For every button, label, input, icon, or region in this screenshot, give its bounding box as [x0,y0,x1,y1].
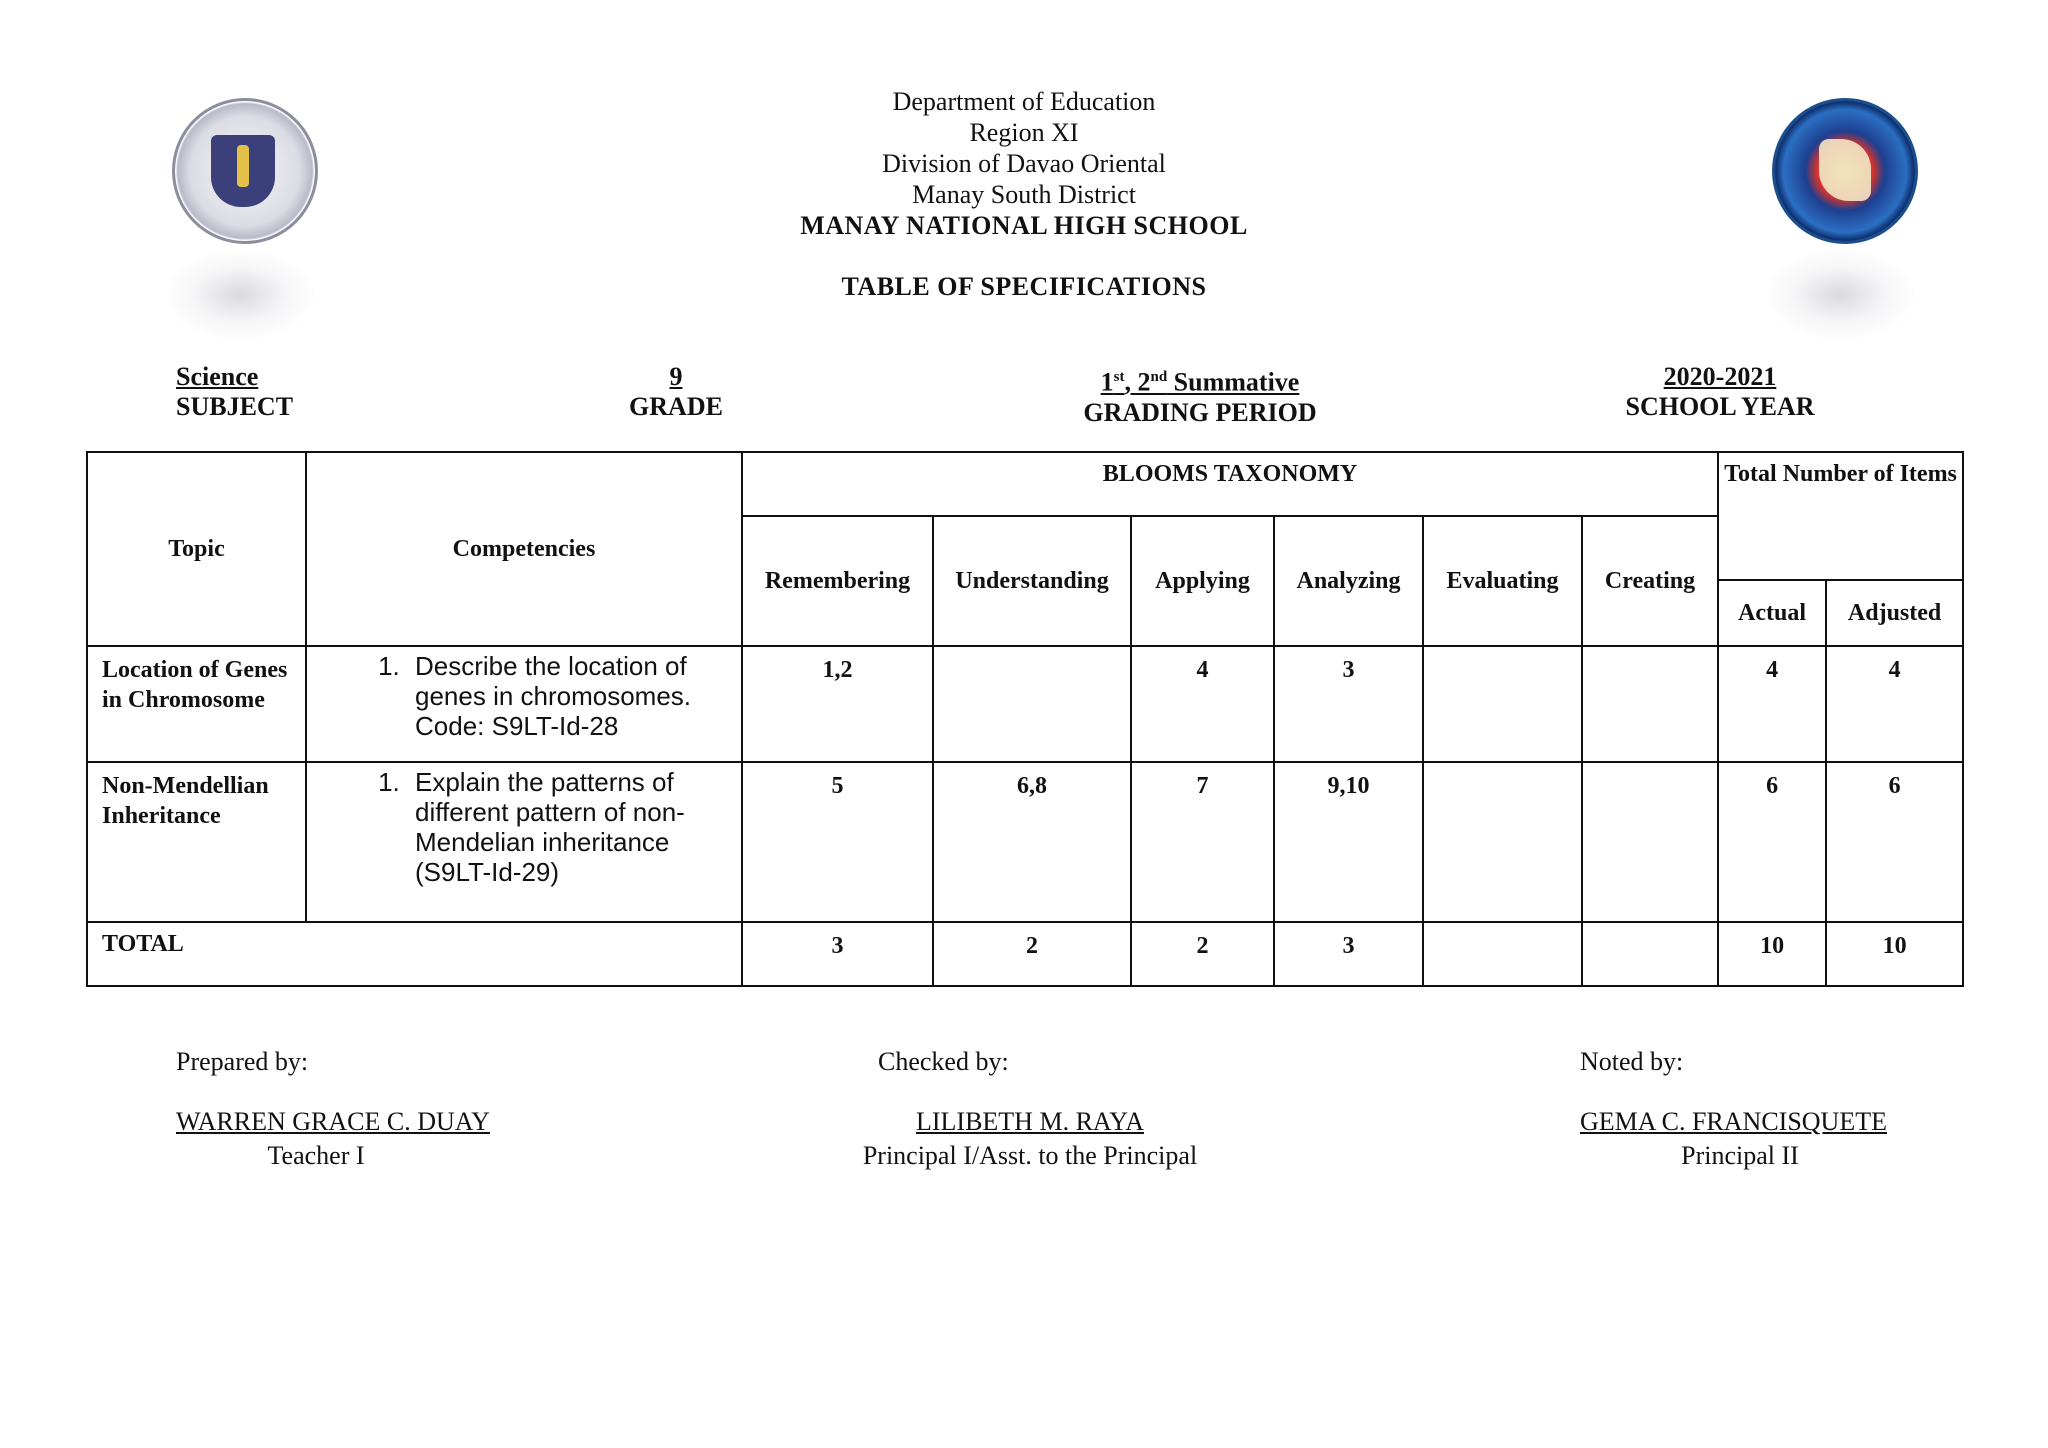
total-creating [1582,922,1718,986]
row-topic: Location of Genes in Chromosome [87,646,306,762]
competency-item: 1. Describe the location of genes in chromosomes. Code: S9LT-Id-28 [407,651,731,741]
header-region: Region XI [969,118,1079,147]
noted-title: Principal II [1681,1141,1799,1170]
period-value [1040,362,1360,398]
period-label: GRADING PERIOD [1083,397,1317,427]
cell-remembering: 5 [742,762,933,922]
meta-school-year [1590,362,1850,422]
header-topic: Topic [87,452,306,646]
specifications-table [86,451,1964,987]
period-second: , 2 [1124,367,1151,397]
cell-understanding: 6,8 [933,762,1131,922]
meta-grading-period [1040,362,1360,428]
cell-actual: 6 [1718,762,1826,922]
total-actual: 10 [1718,922,1826,986]
table-row [87,762,1963,922]
header-adjusted: Adjusted [1826,580,1963,646]
competency-item: 1. Explain the patterns of different pattern of non-Mendelian inheritance (S9LT-Id-29) [407,767,731,887]
period-second-sup: nd [1150,369,1168,385]
total-applying: 2 [1131,922,1274,986]
cell-applying: 7 [1131,762,1274,922]
total-label: TOTAL [87,922,742,986]
cell-adjusted: 6 [1826,762,1963,922]
prepared-title: Teacher I [267,1141,365,1170]
cell-understanding [933,646,1131,762]
header-applying: Applying [1131,516,1274,646]
document-title: TABLE OF SPECIFICATIONS [841,272,1207,301]
header-actual: Actual [1718,580,1826,646]
cell-analyzing: 3 [1274,646,1423,762]
header-analyzing: Analyzing [1274,516,1423,646]
header-division: Division of Davao Oriental [882,149,1166,178]
checked-label: Checked by: [878,1047,1009,1076]
checked-title: Principal I/Asst. to the Principal [862,1141,1198,1170]
total-understanding: 2 [933,922,1131,986]
cell-remembering: 1,2 [742,646,933,762]
header-district: Manay South District [912,180,1136,209]
total-adjusted: 10 [1826,922,1963,986]
header-remembering: Remembering [742,516,933,646]
prepared-label: Prepared by: [176,1047,309,1076]
total-analyzing: 3 [1274,922,1423,986]
signature-checked [820,1045,1240,1173]
header-evaluating: Evaluating [1423,516,1582,646]
subject-label: SUBJECT [176,392,294,421]
total-evaluating [1423,922,1582,986]
prepared-name: WARREN GRACE C. DUAY [176,1107,490,1136]
document-header [0,86,2048,241]
signature-noted [1580,1045,1940,1173]
row-competency [306,762,742,922]
cell-creating [1582,646,1718,762]
grade-value: 9 [669,362,683,391]
year-value: 2020-2021 [1663,362,1777,391]
meta-grade [576,362,776,422]
noted-name: GEMA C. FRANCISQUETE [1580,1107,1887,1136]
header-blooms-taxonomy: BLOOMS TAXONOMY [742,452,1718,516]
cell-analyzing: 9,10 [1274,762,1423,922]
cell-adjusted: 4 [1826,646,1963,762]
header-understanding: Understanding [933,516,1131,646]
cell-evaluating [1423,762,1582,922]
grade-label: GRADE [629,392,723,421]
header-creating: Creating [1582,516,1718,646]
row-topic: Non-Mendellian Inheritance [87,762,306,922]
total-remembering: 3 [742,922,933,986]
table-row [87,646,1963,762]
total-row [87,922,1963,986]
subject-value: Science [176,362,259,391]
cell-actual: 4 [1718,646,1826,762]
header-department: Department of Education [892,87,1156,116]
cell-creating [1582,762,1718,922]
period-first: 1 [1100,367,1114,397]
checked-name: LILIBETH M. RAYA [916,1107,1144,1136]
signature-prepared [176,1045,556,1173]
cell-applying: 4 [1131,646,1274,762]
row-competency [306,646,742,762]
meta-subject [176,362,293,422]
header-competencies: Competencies [306,452,742,646]
noted-label: Noted by: [1580,1047,1684,1076]
header-total-items: Total Number of Items [1718,452,1963,580]
period-first-sup: st [1113,369,1125,385]
cell-evaluating [1423,646,1582,762]
period-rest: Summative [1167,367,1300,397]
header-school-name: MANAY NATIONAL HIGH SCHOOL [800,211,1248,240]
year-label: SCHOOL YEAR [1625,392,1815,421]
